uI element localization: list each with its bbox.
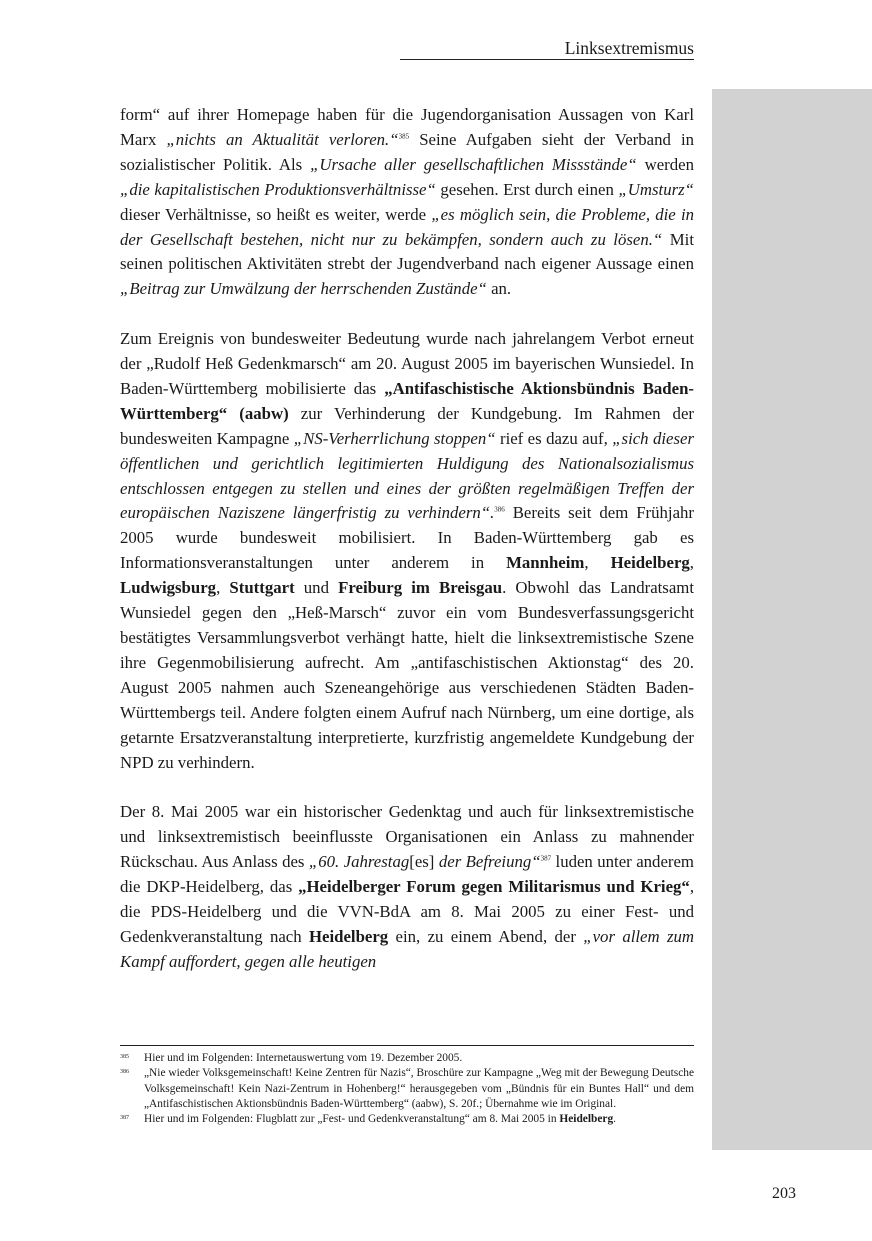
- italic-quote: „Ursache aller gesellschaftlichen Missstände“: [310, 154, 637, 174]
- bold-keyword: „Heidelberger Forum gegen Militarismus und Krieg“: [298, 877, 690, 897]
- text-segment: ,: [584, 553, 611, 573]
- italic-quote: „vor allem zum Kampf auffordert, gegen alle heutigen: [120, 926, 694, 971]
- text-segment: dieser Verhältnisse, so heißt es weiter, werde: [120, 204, 432, 224]
- text-segment: luden unter anderem die DKP-Heidelberg, das: [120, 852, 694, 897]
- footnote-number: 385: [120, 1054, 129, 1060]
- text-segment: Hier und im Folgenden: Internetauswertung vom 19. Dezember 2005.: [144, 1052, 463, 1064]
- text-segment: gesehen. Erst durch einen: [435, 179, 619, 199]
- text-segment: werden: [636, 154, 694, 174]
- footnote-reference: 385: [398, 132, 410, 141]
- text-segment: , die PDS-Heidelberg und die VVN-BdA am 8. Mai 2005 zu einer Fest- und Gedenkveranstaltung nach: [120, 877, 695, 946]
- body-paragraph: [120, 800, 694, 974]
- italic-quote: „die kapitalistischen Produktionsverhältnisse“: [120, 179, 436, 199]
- body-paragraph: [120, 327, 694, 775]
- bold-keyword: Heidelberg: [610, 553, 690, 573]
- margin-gray-band: [712, 89, 872, 1150]
- text-segment: rief es dazu auf,: [495, 428, 613, 448]
- text-segment: form“ auf ihrer Homepage haben für die Jugendorganisation Aussagen von Karl Marx: [120, 105, 694, 149]
- bold-keyword: Ludwigsburg: [120, 578, 217, 598]
- text-segment: „Nie wieder Volksgemeinschaft! Keine Zentren für Nazis“, Broschüre zur Kampagne „Weg mit der Bewegung Deutsche Volksgemeinschaft! Kein Nazi-Zentrum in Hohenberg!“ herausgegeben vom „Bündnis für ein Buntes Hall“ und dem „Antifaschistischen Aktionsbündnis Baden-Württemberg“ (aabw), S. 20f.; Übernahme wie im Original.: [144, 1067, 694, 1110]
- text-segment: ,: [689, 553, 694, 573]
- footnote-number: 387: [120, 1115, 129, 1122]
- body-text: [120, 103, 694, 975]
- footnote: [120, 1066, 694, 1112]
- text-segment: zur Verhinderung der Kundgebung. Im Rahmen der bundesweiten Kampagne: [120, 403, 694, 448]
- italic-quote: „Umsturz“: [618, 179, 694, 199]
- running-header-title: Linksextremismus: [564, 38, 694, 58]
- footnote-reference: 386: [494, 505, 505, 514]
- footnotes-section: [120, 1045, 694, 1127]
- text-segment: und: [294, 578, 339, 598]
- text-segment: . Obwohl das Landratsamt Wunsiedel gegen den „Heß-Marsch“ zuvor ein vom Bundesverfassungsgericht bestätigtes Versammlungsverbot verhängt hatte, hielt die linksextremistische Szene ihre Gegenmobilisierung aufrecht. Am „antifaschistischen Aktionstag“ des 20. August 2005 nahmen auch Szeneangehörige aus verschiedenen Städten Baden-Württembergs teil. Andere folgten einem Aufruf nach Nürnberg, um eine dortige, als getarnte Ersatzveranstaltung interpretierte, kurzfristig angemeldete Kundgebung der NPD zu verhindern.: [120, 578, 695, 772]
- footnote-number: 386: [120, 1069, 129, 1076]
- text-segment: Der 8. Mai 2005 war ein historischer Gedenktag und auch für linksextremistische und linksextremistisch beeinflusste Organisationen ein Anlass zu mahnender Rückschau. Aus Anlass des: [120, 802, 694, 872]
- bold-keyword: „Antifaschistische Aktionsbündnis Baden-Württemberg“ (aabw): [120, 378, 694, 423]
- italic-quote: „Beitrag zur Umwälzung der herrschenden Zustände“: [120, 279, 487, 299]
- italic-quote: „sich dieser öffentlichen und gerichtlich legitimierten Huldigung des Nationalsozialismus entschlossen entgegen zu stellen und eines der größten regelmäßigen Treffen der europäischen Naziszene längerfristig zu verhindern“.: [120, 428, 694, 523]
- footnote: [120, 1051, 694, 1066]
- text-segment: an.: [486, 279, 512, 299]
- italic-quote: „NS-Verherrlichung stoppen“: [293, 428, 496, 448]
- italic-quote: „es möglich sein, die Probleme, die in der Gesellschaft bestehen, nicht nur zu bekämpfen, sondern auch zu lösen.“: [120, 204, 694, 249]
- italic-quote: „nichts an Aktualität verloren.“: [166, 129, 399, 149]
- bold-keyword: Heidelberg: [559, 1113, 614, 1126]
- running-header: [400, 38, 694, 60]
- page-number: 203: [772, 1185, 796, 1202]
- footnote: [120, 1112, 694, 1127]
- bold-keyword: Freiburg im Breisgau: [338, 578, 503, 598]
- text-segment: Hier und im Folgenden: Flugblatt zur „Fest- und Gedenkveranstaltung“ am 8. Mai 2005 in: [144, 1113, 560, 1126]
- italic-quote: der Befreiung“: [438, 852, 541, 872]
- italic-quote: „60. Jahrestag: [308, 852, 410, 872]
- text-segment: .: [613, 1113, 617, 1126]
- footnote-reference: 387: [540, 854, 552, 863]
- body-paragraph: [120, 103, 694, 302]
- bold-keyword: Mannheim: [506, 553, 585, 573]
- text-segment: Zum Ereignis von bundesweiter Bedeutung wurde nach jahrelangem Verbot erneut der „Rudolf Heß Gedenkmarsch“ am 20. August 2005 im bayerischen Wunsiedel. In Baden-Württemberg mobilisierte das: [120, 329, 694, 398]
- text-segment: ein, zu einem Abend, der: [388, 926, 584, 946]
- text-segment: Seine Aufgaben sieht der Verband in sozialistischer Politik. Als: [120, 129, 695, 174]
- text-segment: Bereits seit dem Frühjahr 2005 wurde bundesweit mobilisiert. In Baden-Württemberg gab es Informationsveranstaltungen unter anderem in: [120, 503, 694, 573]
- text-segment: ,: [216, 578, 230, 598]
- bold-keyword: Stuttgart: [229, 578, 295, 598]
- bold-keyword: Heidelberg: [308, 926, 389, 946]
- text-segment: [es]: [409, 852, 439, 872]
- text-segment: Mit seinen politischen Aktivitäten strebt der Jugendverband nach eigener Aussage einen: [120, 229, 694, 274]
